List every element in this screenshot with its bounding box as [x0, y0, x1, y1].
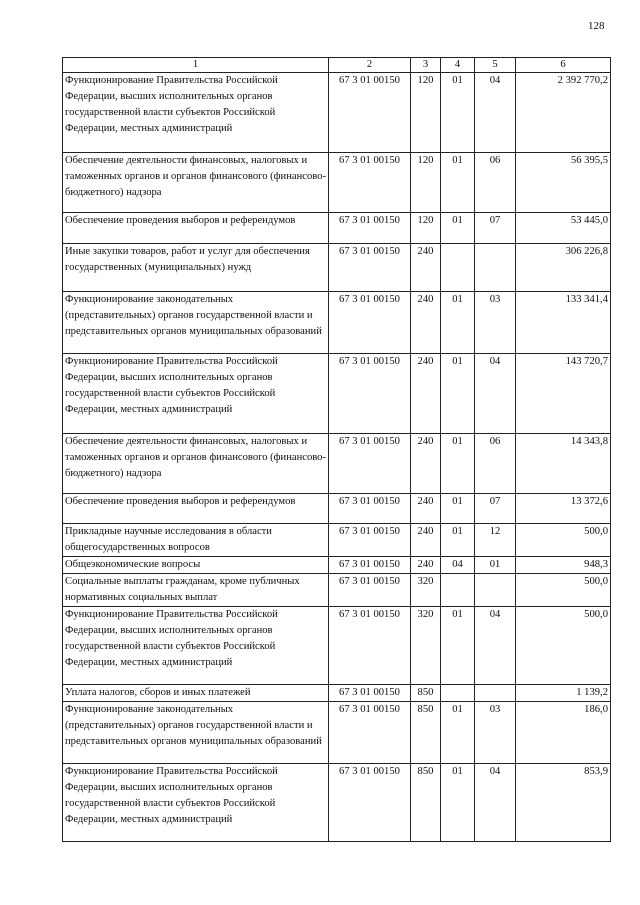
cell-col3: 850 — [411, 702, 441, 764]
cell-code: 67 3 01 00150 — [329, 524, 411, 557]
cell-name: Общеэкономические вопросы — [63, 557, 329, 574]
table-row — [63, 702, 611, 764]
cell-amount: 13 372,6 — [516, 494, 611, 524]
table-row — [63, 557, 611, 574]
header-cell: 5 — [475, 58, 516, 73]
cell-amount: 500,0 — [516, 607, 611, 685]
cell-col5: 04 — [475, 764, 516, 842]
cell-col3: 120 — [411, 153, 441, 213]
cell-amount: 948,3 — [516, 557, 611, 574]
header-cell: 3 — [411, 58, 441, 73]
cell-col3: 240 — [411, 292, 441, 354]
table-row — [63, 524, 611, 557]
cell-amount: 14 343,8 — [516, 434, 611, 494]
header-cell: 2 — [329, 58, 411, 73]
cell-code: 67 3 01 00150 — [329, 764, 411, 842]
cell-amount: 500,0 — [516, 524, 611, 557]
cell-col5: 04 — [475, 73, 516, 153]
cell-col3: 120 — [411, 213, 441, 244]
cell-col5 — [475, 244, 516, 292]
cell-col3: 320 — [411, 574, 441, 607]
cell-col3: 240 — [411, 244, 441, 292]
cell-col4: 01 — [441, 764, 475, 842]
cell-col3: 240 — [411, 524, 441, 557]
cell-col3: 850 — [411, 685, 441, 702]
table-row — [63, 434, 611, 494]
cell-code: 67 3 01 00150 — [329, 153, 411, 213]
cell-code: 67 3 01 00150 — [329, 292, 411, 354]
cell-col3: 850 — [411, 764, 441, 842]
cell-col4: 01 — [441, 524, 475, 557]
cell-amount: 306 226,8 — [516, 244, 611, 292]
table-row — [63, 292, 611, 354]
cell-code: 67 3 01 00150 — [329, 494, 411, 524]
cell-code: 67 3 01 00150 — [329, 557, 411, 574]
cell-col4: 04 — [441, 557, 475, 574]
cell-col4 — [441, 685, 475, 702]
cell-code: 67 3 01 00150 — [329, 685, 411, 702]
cell-col3: 320 — [411, 607, 441, 685]
cell-col5: 12 — [475, 524, 516, 557]
cell-col5: 06 — [475, 153, 516, 213]
cell-name: Функционирование Правительства Российской Федерации, высших исполнительных органов государственной власти субъектов Российской Федерации, местных администраций — [63, 764, 329, 842]
cell-amount: 1 139,2 — [516, 685, 611, 702]
cell-col5: 06 — [475, 434, 516, 494]
cell-code: 67 3 01 00150 — [329, 354, 411, 434]
header-cell: 1 — [63, 58, 329, 73]
cell-name: Обеспечение деятельности финансовых, налоговых и таможенных органов и органов финансового (финансово-бюджетного) надзора — [63, 434, 329, 494]
cell-col4: 01 — [441, 434, 475, 494]
cell-code: 67 3 01 00150 — [329, 73, 411, 153]
cell-col3: 240 — [411, 354, 441, 434]
table-row — [63, 354, 611, 434]
table-row — [63, 764, 611, 842]
cell-col5: 04 — [475, 607, 516, 685]
cell-code: 67 3 01 00150 — [329, 244, 411, 292]
cell-col4: 01 — [441, 494, 475, 524]
cell-name: Функционирование законодательных (представительных) органов государственной власти и представительных органов муниципальных образований — [63, 292, 329, 354]
cell-code: 67 3 01 00150 — [329, 607, 411, 685]
cell-amount: 186,0 — [516, 702, 611, 764]
cell-name: Функционирование законодательных (представительных) органов государственной власти и представительных органов муниципальных образований — [63, 702, 329, 764]
cell-col5: 03 — [475, 702, 516, 764]
cell-col4: 01 — [441, 153, 475, 213]
cell-name: Иные закупки товаров, работ и услуг для обеспечения государственных (муниципальных) нужд — [63, 244, 329, 292]
cell-col4: 01 — [441, 354, 475, 434]
cell-name: Обеспечение проведения выборов и референдумов — [63, 494, 329, 524]
cell-col5 — [475, 574, 516, 607]
cell-name: Функционирование Правительства Российской Федерации, высших исполнительных органов государственной власти субъектов Российской Федерации, местных администраций — [63, 73, 329, 153]
cell-name: Функционирование Правительства Российской Федерации, высших исполнительных органов государственной власти субъектов Российской Федерации, местных администраций — [63, 607, 329, 685]
budget-table — [62, 57, 611, 842]
cell-code: 67 3 01 00150 — [329, 213, 411, 244]
cell-code: 67 3 01 00150 — [329, 702, 411, 764]
cell-col4: 01 — [441, 292, 475, 354]
cell-name: Социальные выплаты гражданам, кроме публичных нормативных социальных выплат — [63, 574, 329, 607]
cell-name: Обеспечение проведения выборов и референдумов — [63, 213, 329, 244]
cell-name: Прикладные научные исследования в области общегосударственных вопросов — [63, 524, 329, 557]
cell-code: 67 3 01 00150 — [329, 574, 411, 607]
cell-amount: 53 445,0 — [516, 213, 611, 244]
cell-col3: 240 — [411, 434, 441, 494]
header-cell: 6 — [516, 58, 611, 73]
table-row — [63, 213, 611, 244]
cell-col5: 01 — [475, 557, 516, 574]
cell-col4 — [441, 244, 475, 292]
cell-col5: 07 — [475, 213, 516, 244]
cell-col5: 04 — [475, 354, 516, 434]
header-row — [63, 58, 611, 73]
cell-name: Обеспечение деятельности финансовых, налоговых и таможенных органов и органов финансового (финансово-бюджетного) надзора — [63, 153, 329, 213]
table-row — [63, 607, 611, 685]
cell-code: 67 3 01 00150 — [329, 434, 411, 494]
cell-col5: 03 — [475, 292, 516, 354]
cell-name: Уплата налогов, сборов и иных платежей — [63, 685, 329, 702]
cell-amount: 56 395,5 — [516, 153, 611, 213]
cell-amount: 500,0 — [516, 574, 611, 607]
table-row — [63, 153, 611, 213]
cell-amount: 143 720,7 — [516, 354, 611, 434]
cell-amount: 2 392 770,2 — [516, 73, 611, 153]
cell-col3: 240 — [411, 557, 441, 574]
cell-col3: 120 — [411, 73, 441, 153]
page-number: 128 — [588, 20, 605, 32]
table-row — [63, 244, 611, 292]
header-cell: 4 — [441, 58, 475, 73]
table-row — [63, 73, 611, 153]
cell-col4 — [441, 574, 475, 607]
cell-col4: 01 — [441, 213, 475, 244]
cell-amount: 853,9 — [516, 764, 611, 842]
cell-col5 — [475, 685, 516, 702]
cell-col4: 01 — [441, 607, 475, 685]
cell-amount: 133 341,4 — [516, 292, 611, 354]
cell-name: Функционирование Правительства Российской Федерации, высших исполнительных органов государственной власти субъектов Российской Федерации, местных администраций — [63, 354, 329, 434]
table-row — [63, 494, 611, 524]
cell-col5: 07 — [475, 494, 516, 524]
table-row — [63, 574, 611, 607]
cell-col4: 01 — [441, 73, 475, 153]
table-row — [63, 685, 611, 702]
cell-col4: 01 — [441, 702, 475, 764]
cell-col3: 240 — [411, 494, 441, 524]
